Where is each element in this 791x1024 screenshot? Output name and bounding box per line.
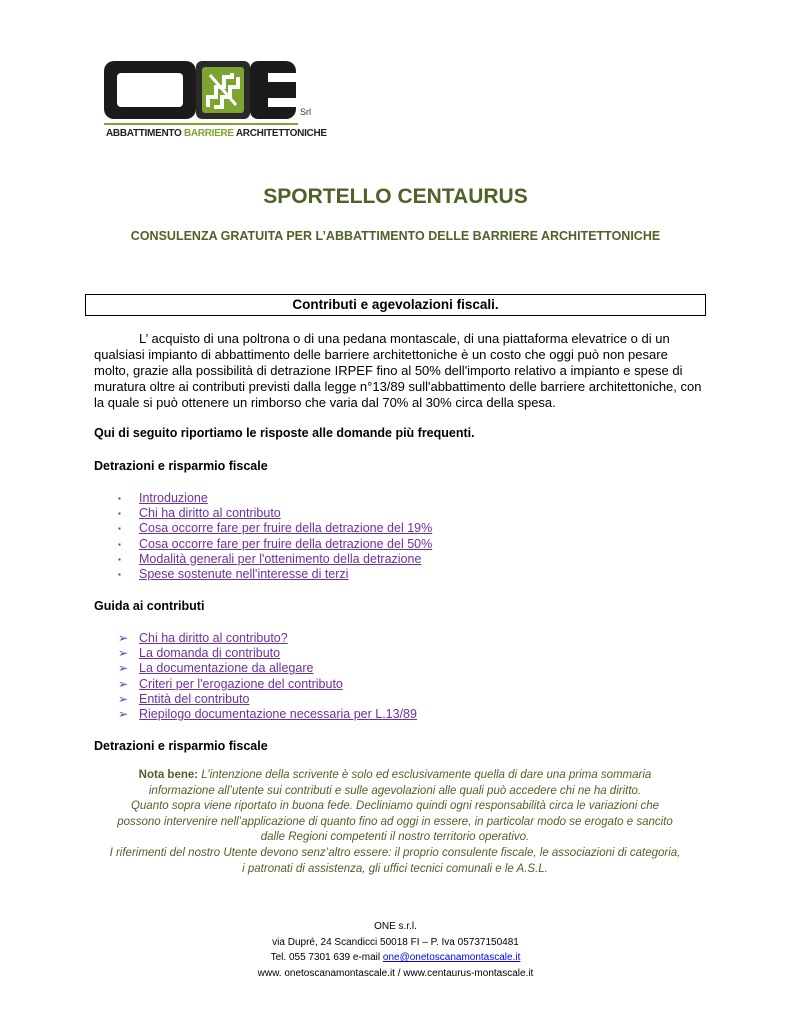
faq-heading: Qui di seguito riportiamo le risposte alle domande più frequenti. [94, 426, 475, 440]
footer-websites: www. onetoscanamontascale.it / www.centaurus-montascale.it [257, 967, 534, 979]
link-riepilogo-documentazione[interactable]: Riepilogo documentazione necessaria per L.13/89 [139, 706, 417, 721]
list-item: ▪ Modalità generali per l'ottenimento della detrazione [118, 551, 422, 566]
footer-contact: Tel. 055 7301 639 e-mail one@onetoscanamontascale.it [270, 952, 521, 963]
intro-paragraph: L’ acquisto di una poltrona o di una pedana montascale, di una piattaforma elevatrice o di un qualsiasi impianto di abbattimento delle barriere architettoniche è un costo che oggi può non pesare molto, grazie alla possibilità di detrazione IRPEF fino al 50% dell'importo relativo a impianto e spese di muratura oltre ai contributi previsti dalla legge n°13/89 sull'abbattimento delle barriere architettoniche, con la quale si può ottenere un rimborso che varia dal 70% al 30% circa della spesa. [94, 331, 702, 410]
section-heading-detrazioni-2: Detrazioni e risparmio fiscale [94, 739, 268, 753]
logo-stairs-icon [202, 67, 244, 113]
link-domanda-contributo[interactable]: La domanda di contributo [139, 646, 281, 661]
detrazioni-links-list [118, 491, 432, 582]
logo-divider [104, 123, 298, 125]
list-item: ➢ La domanda di contributo [118, 646, 281, 661]
page-footer [0, 919, 791, 981]
logo-srl: Srl [300, 107, 311, 117]
link-documentazione[interactable]: La documentazione da allegare [139, 661, 314, 676]
logo-letter-o [104, 61, 196, 119]
company-logo [104, 57, 334, 147]
list-item: ▪ Introduzione [118, 491, 208, 505]
list-item: ▪ Spese sostenute nell'interesse di terzi [118, 566, 349, 581]
list-item: ➢ Riepilogo documentazione necessaria per L.13/89 [118, 706, 417, 721]
link-entita-contributo[interactable]: Entità del contributo [139, 691, 250, 706]
link-chi-ha-diritto[interactable]: Chi ha diritto al contributo [139, 506, 281, 521]
disclaimer-note: Nota bene: L’intenzione della scrivente è solo ed esclusivamente quella di dare una prima sommaria informazione all’utente sui contributi e sulle agevolazioni alle quali può accedere chi ne ha diritto. Quanto sopra viene riportato in buona fede. Decliniamo quindi ogni responsabilità circa le variazioni che possono intervenire nell’applicazione di quanto fino ad oggi in essere, in particolar modo se erogato e sancito dalle Regioni competenti il nostro territorio operativo. I riferimenti del nostro Utente devono senz’altro essere: il proprio consulente fiscale, le associazioni di categoria, i patronati di assistenza, gli uffici tecnici comunali e le A.S.L. [109, 769, 681, 875]
list-item: ➢ Entità del contributo [118, 691, 250, 706]
link-introduzione[interactable]: Introduzione [139, 491, 208, 505]
link-detrazione-19[interactable]: Cosa occorre fare per fruire della detrazione del 19% [139, 521, 433, 536]
note-label: Nota bene: [138, 769, 199, 781]
link-criteri-erogazione[interactable]: Criteri per l'erogazione del contributo [139, 676, 343, 691]
link-spese-terzi[interactable]: Spese sostenute nell'interesse di terzi [139, 566, 349, 581]
list-item: ➢ Chi ha diritto al contributo? [118, 631, 288, 645]
section-box-title: Contributi e agevolazioni fiscali. [85, 294, 706, 316]
logo-tagline: ABBATTIMENTO BARRIERE ARCHITETTONICHE [106, 128, 327, 139]
footer-company: ONE s.r.l. [374, 921, 417, 932]
page-title: SPORTELLO CENTAURUS [263, 185, 528, 208]
logo-letter-n [196, 61, 250, 119]
link-detrazione-50[interactable]: Cosa occorre fare per fruire della detrazione del 50% [139, 536, 433, 551]
list-item: ➢ Criteri per l'erogazione del contributo [118, 676, 343, 691]
logo-letter-e [250, 61, 296, 119]
footer-email-link[interactable]: one@onetoscanamontascale.it [382, 952, 521, 963]
list-item: ▪ Cosa occorre fare per fruire della detrazione del 50% [118, 536, 433, 551]
section-heading-detrazioni: Detrazioni e risparmio fiscale [94, 459, 268, 473]
page-subtitle: CONSULENZA GRATUITA PER L’ABBATTIMENTO DELLE BARRIERE ARCHITETTONICHE [130, 229, 661, 243]
section-heading-guida: Guida ai contributi [94, 599, 205, 613]
guida-links-list [118, 631, 417, 722]
footer-address: via Dupré, 24 Scandicci 50018 FI – P. Iva 05737150481 [272, 936, 519, 948]
list-item: ➢ La documentazione da allegare [118, 661, 314, 676]
list-item: ▪ Chi ha diritto al contributo [118, 506, 281, 521]
link-chi-ha-diritto-contributo[interactable]: Chi ha diritto al contributo? [139, 631, 288, 645]
link-modalita-generali[interactable]: Modalità generali per l'ottenimento della detrazione [139, 551, 422, 566]
list-item: ▪ Cosa occorre fare per fruire della detrazione del 19% [118, 521, 433, 536]
